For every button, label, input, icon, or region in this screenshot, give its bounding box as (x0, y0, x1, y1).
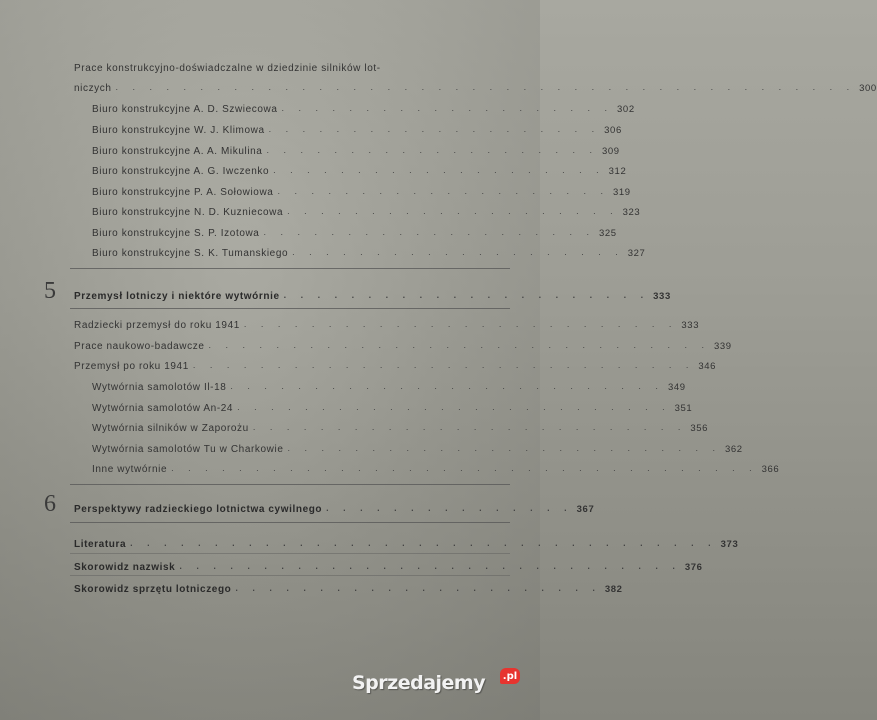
toc-entry (92, 416, 708, 434)
toc-entry (92, 159, 627, 177)
toc-entry (74, 56, 484, 74)
leader-dots: . . . . . . . . . . . . . . . . . . . . . . (283, 290, 650, 300)
leader-dots: . . . . . . . . . . . . . . . . . . . . . . . . . . . . . . (179, 561, 681, 571)
toc-entry-page: 309 (602, 146, 620, 157)
section-rule (70, 522, 510, 523)
toc-entry-page: 323 (622, 207, 641, 218)
leader-dots: . . . . . . . . . . . . . . . . . . . . . . . . . . . . . . (208, 340, 711, 350)
toc-entry (92, 200, 641, 218)
toc-entry-page: 333 (681, 320, 700, 331)
toc-entry (92, 97, 635, 115)
leader-dots: . . . . . . . . . . . . . . . . . . . . (277, 186, 609, 196)
leader-dots: . . . . . . . . . . . . . . . (326, 503, 573, 513)
toc-entry-label: Wytwórnia samolotów An-24 (92, 403, 234, 414)
toc-entry (92, 118, 622, 136)
toc-entry (74, 313, 700, 331)
toc-entry-label: Wytwórnia silników w Zaporożu (92, 423, 249, 434)
toc-entry-page: 346 (698, 361, 717, 372)
toc-entry (92, 241, 646, 259)
chapter-heading (74, 497, 595, 515)
leader-dots: . . . . . . . . . . . . . . . . . . . . . . . . . . (230, 381, 664, 391)
leader-dots: . . . . . . . . . . . . . . . . . . . . . . . . . . . . . . . . . . . (171, 463, 758, 473)
toc-entry-label: Biuro konstrukcyjne S. P. Izotowa (92, 228, 260, 239)
watermark-badge: .pl (500, 668, 520, 684)
leader-dots: . . . . . . . . . . . . . . . . . . . . . . (235, 583, 601, 593)
toc-entry-label: Biuro konstrukcyjne N. D. Kuzniecowa (92, 207, 284, 218)
leader-dots: . . . . . . . . . . . . . . . . . . . . (266, 145, 598, 155)
toc-entry (74, 354, 717, 372)
section-rule (70, 268, 510, 269)
toc-entry (92, 437, 743, 455)
toc-entry-page: 362 (725, 444, 743, 455)
toc-entry-label: Biuro konstrukcyjne A. D. Szwiecowa (92, 104, 278, 115)
leader-dots: . . . . . . . . . . . . . . . . . . . . . . . . . . (287, 443, 722, 453)
toc-entry-page: 351 (674, 403, 693, 414)
chapter-title: Przemysł lotniczy i niektóre wytwórnie (74, 291, 280, 302)
toc-entry-page: 373 (720, 539, 739, 550)
toc-entry-page: 306 (604, 125, 622, 136)
chapter-heading (74, 284, 671, 302)
leader-dots: . . . . . . . . . . . . . . . . . . . . . . . . . . . . . . (192, 360, 695, 370)
toc-entry-label: Prace naukowo-badawcze (74, 341, 205, 352)
chapter-number: 6 (44, 491, 56, 517)
toc-entry-page: 376 (684, 562, 703, 573)
leader-dots: . . . . . . . . . . . . . . . . . . . . . . . . . . (243, 319, 678, 329)
chapter-number: 5 (44, 278, 56, 304)
leader-dots: . . . . . . . . . . . . . . . . . . . . (292, 247, 624, 257)
toc-entry-page: 339 (714, 341, 732, 352)
toc-entry-label: Przemysł po roku 1941 (74, 361, 189, 372)
section-rule (70, 484, 510, 485)
section-rule (70, 553, 510, 554)
toc-entry-page: 327 (627, 248, 646, 259)
toc-entry (74, 577, 623, 595)
leader-dots: . . . . . . . . . . . . . . . . . . . . (268, 124, 601, 134)
toc-entry-label: Biuro konstrukcyjne A. A. Mikulina (92, 146, 263, 157)
toc-entry (92, 180, 631, 198)
toc-entry-label: Skorowidz sprzętu lotniczego (74, 584, 232, 595)
toc-entry-label: Skorowidz nazwisk (74, 562, 176, 573)
leader-dots: . . . . . . . . . . . . . . . . . . . . (263, 227, 595, 237)
leader-dots: . . . . . . . . . . . . . . . . . . . . . . . . . . . . . . . . . . . . . . . . . . . . (115, 82, 856, 92)
toc-entry-page: 325 (599, 228, 617, 239)
toc-entry-page: 366 (761, 464, 780, 475)
section-rule (70, 575, 510, 576)
leader-dots: . . . . . . . . . . . . . . . . . . . . . . . . . . (252, 422, 687, 432)
toc-entry-label: Biuro konstrukcyjne A. G. Iwczenko (92, 166, 270, 177)
toc-entry-label: Biuro konstrukcyjne W. J. Klimowa (92, 125, 265, 136)
toc-entry-page: 319 (613, 187, 631, 198)
toc-entry-label: Wytwórnia samolotów Il-18 (92, 382, 227, 393)
toc-entry (92, 221, 617, 239)
toc-entry-label: Wytwórnia samolotów Tu w Charkowie (92, 444, 284, 455)
toc-entry-page: 382 (604, 584, 623, 595)
toc-entry (74, 334, 732, 352)
toc-entry (74, 76, 877, 94)
leader-dots: . . . . . . . . . . . . . . . . . . . . . . . . . . (237, 402, 671, 412)
toc-entry (74, 555, 703, 573)
toc-entry-label: Inne wytwórnie (92, 464, 168, 475)
toc-entry-label: Biuro konstrukcyjne P. A. Sołowiowa (92, 187, 274, 198)
chapter-page: 367 (576, 504, 595, 515)
toc-entry (92, 139, 620, 157)
toc-entry (92, 396, 693, 414)
toc-entry-page: 312 (608, 166, 627, 177)
leader-dots: . . . . . . . . . . . . . . . . . . . . (281, 103, 614, 113)
toc-entry-page: 300 (859, 83, 877, 94)
chapter-page: 333 (653, 291, 671, 302)
leader-dots: . . . . . . . . . . . . . . . . . . . . (287, 206, 619, 216)
watermark-logo: Sprzedajemy (352, 672, 486, 694)
toc-entry (92, 375, 686, 393)
toc-entry-page: 349 (667, 382, 686, 393)
toc-entry-label: Prace konstrukcyjno-doświadczalne w dziedzinie silników lot- (74, 63, 381, 74)
leader-dots: . . . . . . . . . . . . . . . . . . . . . . . . . . . . . . . . . . . (130, 538, 717, 548)
toc-entry-label: Biuro konstrukcyjne S. K. Tumanskiego (92, 248, 289, 259)
toc-entry-label: Literatura (74, 539, 127, 550)
leader-dots: . . . . . . . . . . . . . . . . . . . . (273, 165, 605, 175)
toc-entry-label: Radziecki przemysł do roku 1941 (74, 320, 240, 331)
chapter-title: Perspektywy radzieckiego lotnictwa cywilnego (74, 504, 323, 515)
toc-entry-page: 356 (690, 423, 708, 434)
toc-entry (92, 457, 780, 475)
toc-entry-page: 302 (617, 104, 635, 115)
toc-entry (74, 532, 739, 550)
section-rule (70, 308, 510, 309)
toc-entry-label: niczych (74, 83, 112, 94)
